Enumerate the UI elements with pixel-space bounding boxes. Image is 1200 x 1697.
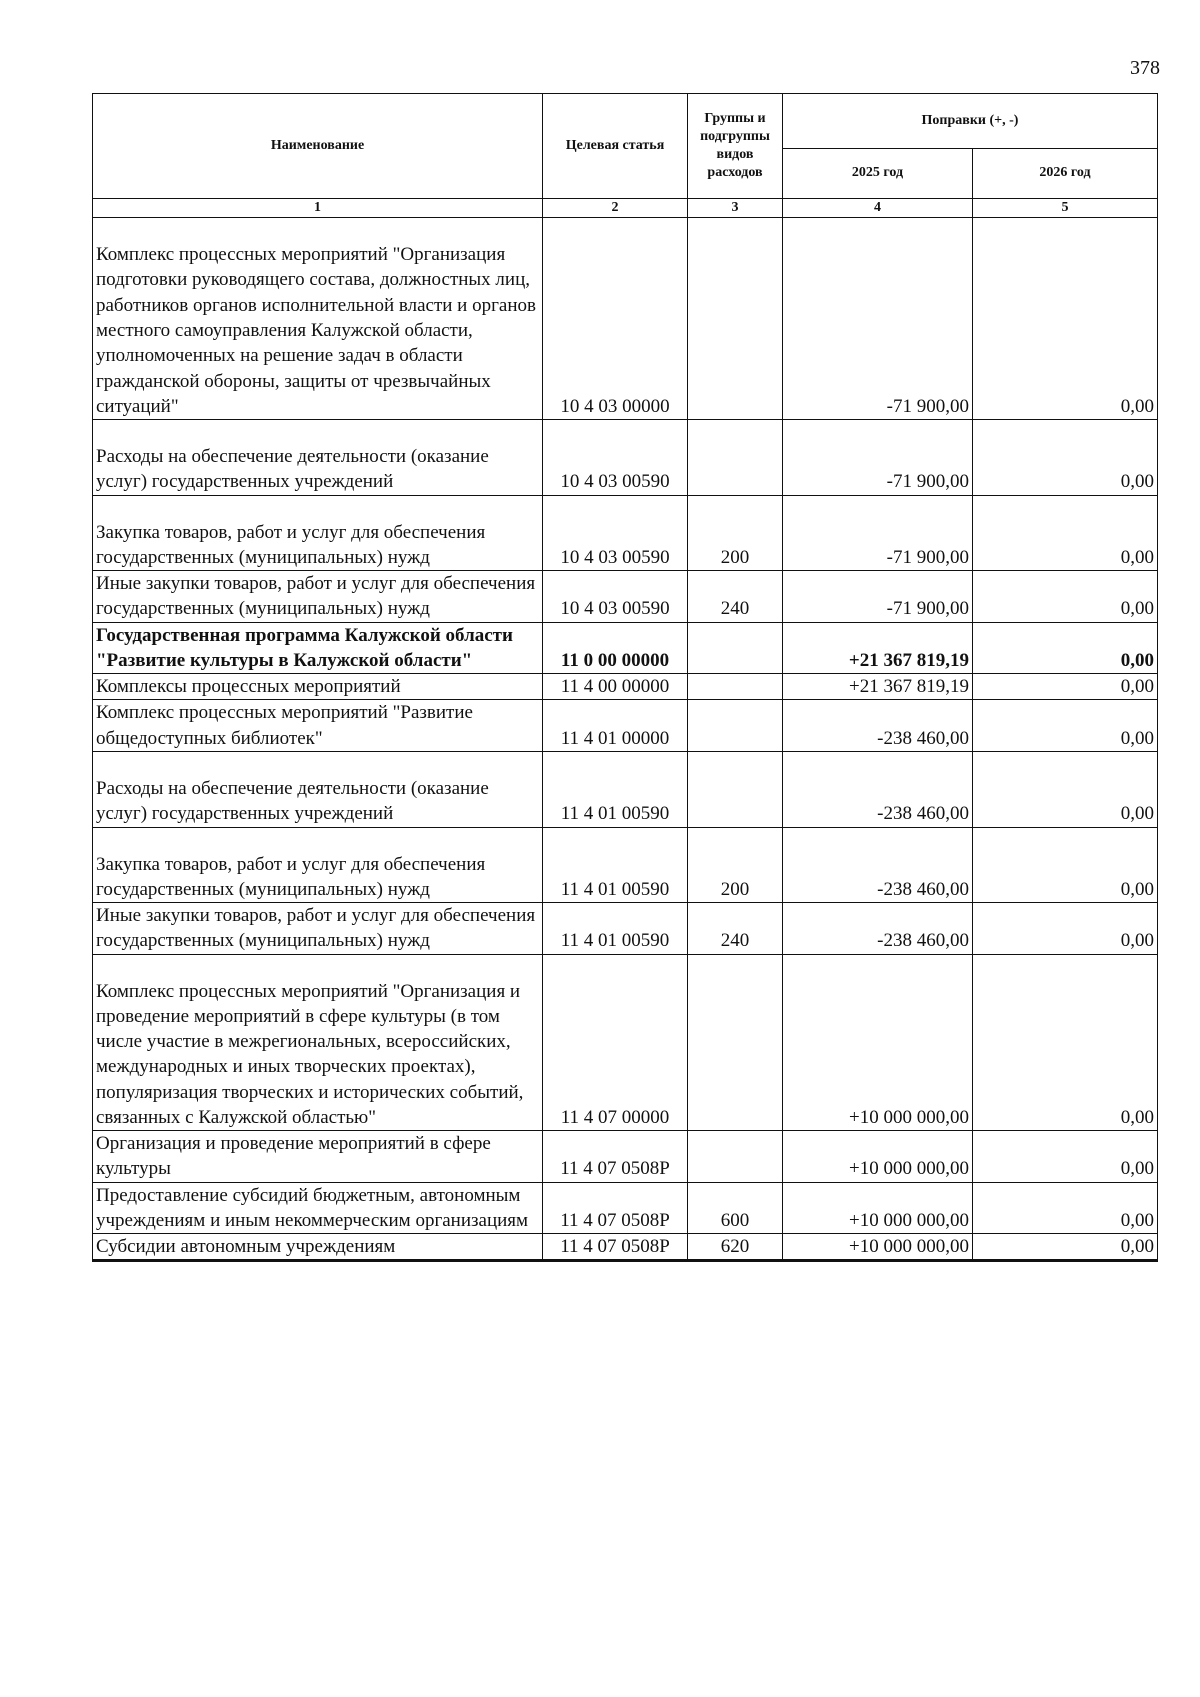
table-row: [93, 751, 1158, 827]
row-target-code: 10 4 03 00590: [543, 495, 688, 571]
col-number: 1: [93, 199, 543, 218]
row-name: Закупка товаров, работ и услуг для обеспечения государственных (муниципальных) нужд: [93, 827, 543, 903]
row-target-code: 11 4 07 0508Р: [543, 1131, 688, 1183]
row-value-2025: -71 900,00: [783, 571, 973, 623]
row-expense-group: 600: [688, 1182, 783, 1234]
row-expense-group: [688, 954, 783, 1131]
row-value-2025: -238 460,00: [783, 827, 973, 903]
table-row: [93, 1234, 1158, 1261]
row-value-2026: 0,00: [973, 571, 1158, 623]
col-number: 5: [973, 199, 1158, 218]
row-value-2025: +10 000 000,00: [783, 954, 973, 1131]
table-row: [93, 571, 1158, 623]
row-value-2026: 0,00: [973, 903, 1158, 955]
row-value-2025: +10 000 000,00: [783, 1131, 973, 1183]
row-target-code: 10 4 03 00000: [543, 218, 688, 420]
col-number: 2: [543, 199, 688, 218]
row-name: Комплексы процессных мероприятий: [93, 674, 543, 700]
row-value-2026: 0,00: [973, 495, 1158, 571]
row-target-code: 11 4 07 0508Р: [543, 1182, 688, 1234]
row-name: Предоставление субсидий бюджетным, автономным учреждениям и иным некоммерческим организациям: [93, 1182, 543, 1234]
row-name: Комплекс процессных мероприятий "Организация и проведение мероприятий в сфере культуры (в том числе участие в межрегиональных, всероссийских, международных и иных творческих проектах), популяризация творческих и исторических событий, связанных с Калужской областью": [93, 954, 543, 1131]
row-value-2026: 0,00: [973, 827, 1158, 903]
row-expense-group: 200: [688, 827, 783, 903]
row-name: Комплекс процессных мероприятий "Развитие общедоступных библиотек": [93, 700, 543, 752]
row-target-code: 11 4 00 00000: [543, 674, 688, 700]
row-value-2026: 0,00: [973, 954, 1158, 1131]
table-row: [93, 954, 1158, 1131]
row-target-code: 11 4 01 00000: [543, 700, 688, 752]
row-target-code: 10 4 03 00590: [543, 420, 688, 496]
table-row: [93, 674, 1158, 700]
table-row: [93, 827, 1158, 903]
row-value-2025: -238 460,00: [783, 903, 973, 955]
row-name: Иные закупки товаров, работ и услуг для обеспечения государственных (муниципальных) нужд: [93, 571, 543, 623]
row-value-2025: -238 460,00: [783, 751, 973, 827]
row-target-code: 11 4 01 00590: [543, 903, 688, 955]
table-row: [93, 420, 1158, 496]
header-name: Наименование: [93, 94, 543, 199]
row-target-code: 11 4 01 00590: [543, 751, 688, 827]
row-expense-group: 240: [688, 571, 783, 623]
table-body: [93, 218, 1158, 1261]
row-target-code: 11 4 01 00590: [543, 827, 688, 903]
row-name: Расходы на обеспечение деятельности (оказание услуг) государственных учреждений: [93, 420, 543, 496]
table-row: [93, 1131, 1158, 1183]
header-amendments: Поправки (+, -): [783, 94, 1158, 149]
row-target-code: 11 4 07 0508Р: [543, 1234, 688, 1261]
row-expense-group: [688, 420, 783, 496]
row-expense-group: [688, 674, 783, 700]
row-value-2025: -71 900,00: [783, 495, 973, 571]
row-expense-group: 240: [688, 903, 783, 955]
row-name: Субсидии автономным учреждениям: [93, 1234, 543, 1261]
row-value-2026: 0,00: [973, 420, 1158, 496]
header-year-2026: 2026 год: [973, 148, 1158, 198]
row-value-2025: -71 900,00: [783, 218, 973, 420]
row-value-2025: -71 900,00: [783, 420, 973, 496]
row-name: Организация и проведение мероприятий в сфере культуры: [93, 1131, 543, 1183]
row-name: Государственная программа Калужской области "Развитие культуры в Калужской области": [93, 622, 543, 674]
row-name: Иные закупки товаров, работ и услуг для обеспечения государственных (муниципальных) нужд: [93, 903, 543, 955]
row-name: Закупка товаров, работ и услуг для обеспечения государственных (муниципальных) нужд: [93, 495, 543, 571]
row-value-2026: 0,00: [973, 674, 1158, 700]
row-expense-group: [688, 751, 783, 827]
row-value-2025: -238 460,00: [783, 700, 973, 752]
row-target-code: 11 4 07 00000: [543, 954, 688, 1131]
col-number: 4: [783, 199, 973, 218]
row-target-code: 10 4 03 00590: [543, 571, 688, 623]
row-value-2025: +21 367 819,19: [783, 674, 973, 700]
row-value-2026: 0,00: [973, 700, 1158, 752]
row-value-2026: 0,00: [973, 1234, 1158, 1261]
row-name: Комплекс процессных мероприятий "Организация подготовки руководящего состава, должностных лиц, работников органов исполнительной власти и органов местного самоуправления Калужской области, уполномоченных на решение задач в области гражданской обороны, защиты от чрезвычайных ситуаций": [93, 218, 543, 420]
header-groups: Группы и подгруппы видов расходов: [688, 94, 783, 199]
budget-table: [92, 93, 1158, 1262]
header-year-2025: 2025 год: [783, 148, 973, 198]
row-expense-group: 200: [688, 495, 783, 571]
table-row: [93, 218, 1158, 420]
header-row: [93, 94, 1158, 149]
row-expense-group: [688, 1131, 783, 1183]
table-row: [93, 700, 1158, 752]
row-name: Расходы на обеспечение деятельности (оказание услуг) государственных учреждений: [93, 751, 543, 827]
row-value-2026: 0,00: [973, 1182, 1158, 1234]
row-value-2025: +10 000 000,00: [783, 1234, 973, 1261]
table-row: [93, 903, 1158, 955]
row-expense-group: [688, 700, 783, 752]
table-row: [93, 1182, 1158, 1234]
row-expense-group: [688, 218, 783, 420]
row-expense-group: [688, 622, 783, 674]
row-target-code: 11 0 00 00000: [543, 622, 688, 674]
table-row: [93, 495, 1158, 571]
row-value-2026: 0,00: [973, 218, 1158, 420]
col-number: 3: [688, 199, 783, 218]
row-value-2026: 0,00: [973, 622, 1158, 674]
row-expense-group: 620: [688, 1234, 783, 1261]
row-value-2026: 0,00: [973, 751, 1158, 827]
page-number: 378: [1130, 57, 1160, 79]
header-target: Целевая статья: [543, 94, 688, 199]
table-row: [93, 622, 1158, 674]
row-value-2026: 0,00: [973, 1131, 1158, 1183]
row-value-2025: +21 367 819,19: [783, 622, 973, 674]
column-numbers-row: [93, 199, 1158, 218]
row-value-2025: +10 000 000,00: [783, 1182, 973, 1234]
